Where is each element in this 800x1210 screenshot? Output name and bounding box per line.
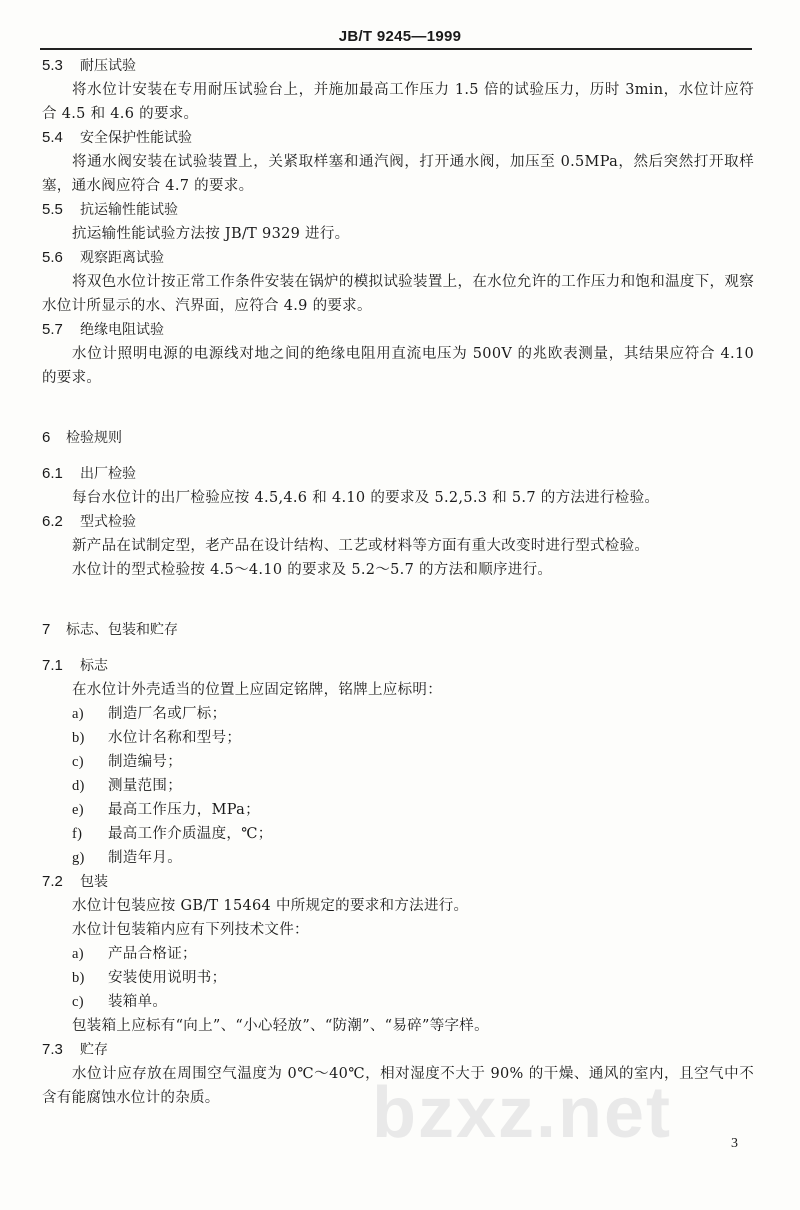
item-text: 产品合格证； bbox=[108, 946, 197, 962]
item-label: b) bbox=[72, 970, 85, 986]
section-5-6-heading bbox=[42, 246, 754, 270]
section-title: 抗运输性能试验 bbox=[80, 202, 178, 218]
section-7-1-heading bbox=[42, 654, 754, 678]
section-title: 安全保护性能试验 bbox=[80, 130, 192, 146]
item-text: 水位计名称和型号； bbox=[108, 730, 242, 746]
section-title: 贮存 bbox=[80, 1042, 108, 1058]
section-number: 6.1 bbox=[42, 465, 63, 482]
item-label: c) bbox=[72, 994, 84, 1010]
item-text: 制造年月。 bbox=[108, 850, 182, 866]
section-number: 5.7 bbox=[42, 321, 63, 338]
section-6-1-heading bbox=[42, 462, 754, 486]
section-5-7-text: 水位计照明电源的电源线对地之间的绝缘电阻用直流电压为 500V 的兆欧表测量，其结果应符合 4.10 的要求。 bbox=[42, 346, 754, 386]
item-text: 测量范围； bbox=[108, 778, 182, 794]
section-5-3-text: 将水位计安装在专用耐压试验台上，并施加最高工作压力 1.5 倍的试验压力，历时 3min，水位计应符合 4.5 和 4.6 的要求。 bbox=[42, 82, 754, 122]
section-title: 出厂检验 bbox=[80, 466, 136, 482]
section-5-6-text: 将双色水位计按正常工作条件安装在锅炉的模拟试验装置上，在水位允许的工作压力和饱和温度下，观察水位计所显示的水、汽界面，应符合 4.9 的要求。 bbox=[42, 274, 754, 314]
item-text: 最高工作介质温度，℃； bbox=[108, 826, 273, 842]
section-7-1-intro: 在水位计外壳适当的位置上应固定铭牌，铭牌上应标明： bbox=[72, 682, 442, 698]
list-item bbox=[42, 702, 754, 726]
section-number: 6.2 bbox=[42, 513, 63, 530]
list-item bbox=[42, 798, 754, 822]
section-5-3-heading bbox=[42, 54, 754, 78]
chapter-number: 6 bbox=[42, 429, 51, 446]
item-label: g) bbox=[72, 850, 85, 866]
chapter-6-heading bbox=[42, 426, 754, 450]
page-number: 3 bbox=[731, 1136, 738, 1151]
list-item bbox=[42, 726, 754, 750]
section-number: 7.2 bbox=[42, 873, 63, 890]
list-item bbox=[42, 750, 754, 774]
section-title: 标志 bbox=[80, 658, 108, 674]
item-label: f) bbox=[72, 826, 83, 842]
section-5-4-heading bbox=[42, 126, 754, 150]
section-number: 7.1 bbox=[42, 657, 63, 674]
section-6-2-text-1: 新产品在试制定型，老产品在设计结构、工艺或材料等方面有重大改变时进行型式检验。 bbox=[72, 538, 650, 554]
section-number: 5.4 bbox=[42, 129, 63, 146]
list-item bbox=[42, 822, 754, 846]
list-item bbox=[42, 774, 754, 798]
section-title: 观察距离试验 bbox=[80, 250, 164, 266]
item-text: 制造编号； bbox=[108, 754, 182, 770]
section-7-2-text-2: 水位计包装箱内应有下列技术文件： bbox=[72, 922, 309, 938]
section-7-2-heading bbox=[42, 870, 754, 894]
section-title: 耐压试验 bbox=[80, 58, 136, 74]
list-item bbox=[42, 846, 754, 870]
chapter-number: 7 bbox=[42, 621, 51, 638]
page-content bbox=[42, 54, 754, 1110]
item-text: 装箱单。 bbox=[108, 994, 168, 1010]
header-rule bbox=[40, 48, 752, 50]
section-6-1-text: 每台水位计的出厂检验应按 4.5,4.6 和 4.10 的要求及 5.2,5.3 和 5.7 的方法进行检验。 bbox=[72, 490, 660, 506]
list-item bbox=[42, 966, 754, 990]
standard-number-header: JB/T 9245—1999 bbox=[338, 28, 462, 45]
chapter-title: 检验规则 bbox=[66, 430, 122, 446]
item-label: c) bbox=[72, 754, 84, 770]
item-text: 最高工作压力，MPa； bbox=[108, 802, 260, 818]
section-7-3-text: 水位计应存放在周围空气温度为 0℃～40℃，相对湿度不大于 90% 的干燥、通风的室内，且空气中不含有能腐蚀水位计的杂质。 bbox=[42, 1066, 754, 1106]
section-number: 7.3 bbox=[42, 1041, 63, 1058]
section-6-2-heading bbox=[42, 510, 754, 534]
site-watermark: bzxz.net bbox=[372, 1073, 673, 1153]
item-label: b) bbox=[72, 730, 85, 746]
section-7-3-heading bbox=[42, 1038, 754, 1062]
item-label: a) bbox=[72, 706, 84, 722]
section-5-5-text: 抗运输性能试验方法按 JB/T 9329 进行。 bbox=[72, 226, 350, 242]
item-text: 制造厂名或厂标； bbox=[108, 706, 227, 722]
section-title: 包装 bbox=[80, 874, 108, 890]
marking-list bbox=[42, 702, 754, 870]
section-5-7-heading bbox=[42, 318, 754, 342]
section-number: 5.6 bbox=[42, 249, 63, 266]
section-number: 5.3 bbox=[42, 57, 63, 74]
chapter-7-heading bbox=[42, 618, 754, 642]
list-item bbox=[42, 990, 754, 1014]
chapter-title: 标志、包装和贮存 bbox=[66, 622, 178, 638]
item-label: d) bbox=[72, 778, 85, 794]
item-text: 安装使用说明书； bbox=[108, 970, 227, 986]
section-title: 绝缘电阻试验 bbox=[80, 322, 164, 338]
section-5-5-heading bbox=[42, 198, 754, 222]
section-title: 型式检验 bbox=[80, 514, 136, 530]
packing-document-list bbox=[42, 942, 754, 1014]
item-label: e) bbox=[72, 802, 84, 818]
section-7-2-text-1: 水位计包装应按 GB/T 15464 中所规定的要求和方法进行。 bbox=[72, 898, 469, 914]
section-6-2-text-2: 水位计的型式检验按 4.5～4.10 的要求及 5.2～5.7 的方法和顺序进行。 bbox=[72, 562, 553, 578]
list-item bbox=[42, 942, 754, 966]
item-label: a) bbox=[72, 946, 84, 962]
section-5-4-text: 将通水阀安装在试验装置上，关紧取样塞和通汽阀，打开通水阀，加压至 0.5MPa，然后突然打开取样塞，通水阀应符合 4.7 的要求。 bbox=[42, 154, 754, 194]
section-7-2-text-3: 包装箱上应标有“向上”、“小心轻放”、“防潮”、“易碎”等字样。 bbox=[72, 1018, 489, 1034]
section-number: 5.5 bbox=[42, 201, 63, 218]
